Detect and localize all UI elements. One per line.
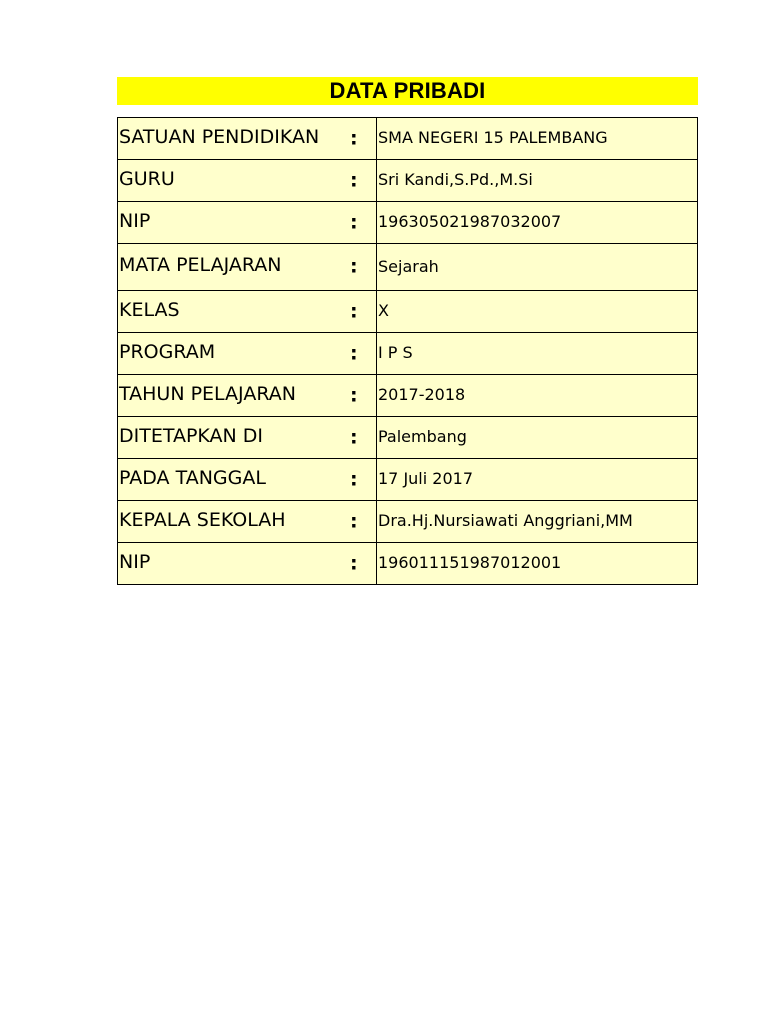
row-separator: : — [350, 300, 358, 323]
row-value: Palembang — [378, 427, 467, 446]
row-label: NIP — [119, 550, 151, 573]
row-value-cell — [377, 375, 698, 417]
row-value-cell — [377, 459, 698, 501]
row-label-cell — [118, 291, 377, 333]
row-separator: : — [350, 510, 358, 533]
row-label-cell — [118, 118, 377, 160]
table-row — [118, 375, 698, 417]
table-row — [118, 417, 698, 459]
table-row — [118, 333, 698, 375]
page-title: DATA PRIBADI — [117, 77, 698, 105]
row-label: DITETAPKAN DI — [119, 424, 264, 447]
table-row — [118, 459, 698, 501]
row-label-cell — [118, 333, 377, 375]
row-separator: : — [350, 384, 358, 407]
row-value: Sejarah — [378, 256, 439, 276]
table-row — [118, 160, 698, 202]
row-value: Dra.Hj.Nursiawati Anggriani,MM — [378, 511, 633, 530]
table-row — [118, 501, 698, 543]
row-value: 196011151987012001 — [378, 553, 562, 572]
row-separator: : — [350, 255, 358, 278]
row-label: TAHUN PELAJARAN — [119, 382, 296, 405]
row-value: Sri Kandi,S.Pd.,M.Si — [378, 170, 533, 189]
row-separator: : — [350, 426, 358, 449]
personal-data-table — [117, 117, 698, 585]
row-value: I P S — [378, 343, 413, 362]
table-row — [118, 244, 698, 291]
row-value: X — [378, 301, 389, 320]
row-label: NIP — [119, 209, 151, 232]
row-label: MATA PELAJARAN — [119, 254, 282, 277]
row-value-cell — [377, 202, 698, 244]
table-row — [118, 118, 698, 160]
row-value-cell — [377, 244, 698, 291]
row-separator: : — [350, 468, 358, 491]
row-separator: : — [350, 127, 358, 150]
table-row — [118, 543, 698, 585]
row-value-cell — [377, 160, 698, 202]
row-label-cell — [118, 459, 377, 501]
row-label-cell — [118, 417, 377, 459]
row-value-cell — [377, 333, 698, 375]
row-separator: : — [350, 552, 358, 575]
row-value: 17 Juli 2017 — [378, 469, 473, 488]
table-row — [118, 202, 698, 244]
row-value: 2017-2018 — [378, 385, 466, 404]
row-value: 196305021987032007 — [378, 212, 562, 231]
row-separator: : — [350, 169, 358, 192]
row-label-cell — [118, 501, 377, 543]
row-label: GURU — [119, 167, 175, 190]
row-label-cell — [118, 244, 377, 291]
row-label: KEPALA SEKOLAH — [119, 508, 286, 531]
row-value: SMA NEGERI 15 PALEMBANG — [378, 128, 608, 147]
row-label-cell — [118, 543, 377, 585]
row-label: PROGRAM — [119, 340, 216, 363]
row-label: PADA TANGGAL — [119, 466, 266, 489]
row-value-cell — [377, 291, 698, 333]
row-value-cell — [377, 501, 698, 543]
row-value-cell — [377, 118, 698, 160]
row-label-cell — [118, 160, 377, 202]
row-label-cell — [118, 375, 377, 417]
table-row — [118, 291, 698, 333]
row-separator: : — [350, 342, 358, 365]
row-label-cell — [118, 202, 377, 244]
row-separator: : — [350, 211, 358, 234]
row-value-cell — [377, 417, 698, 459]
row-label: SATUAN PENDIDIKAN — [119, 125, 320, 148]
row-value-cell — [377, 543, 698, 585]
row-label: KELAS — [119, 298, 180, 321]
